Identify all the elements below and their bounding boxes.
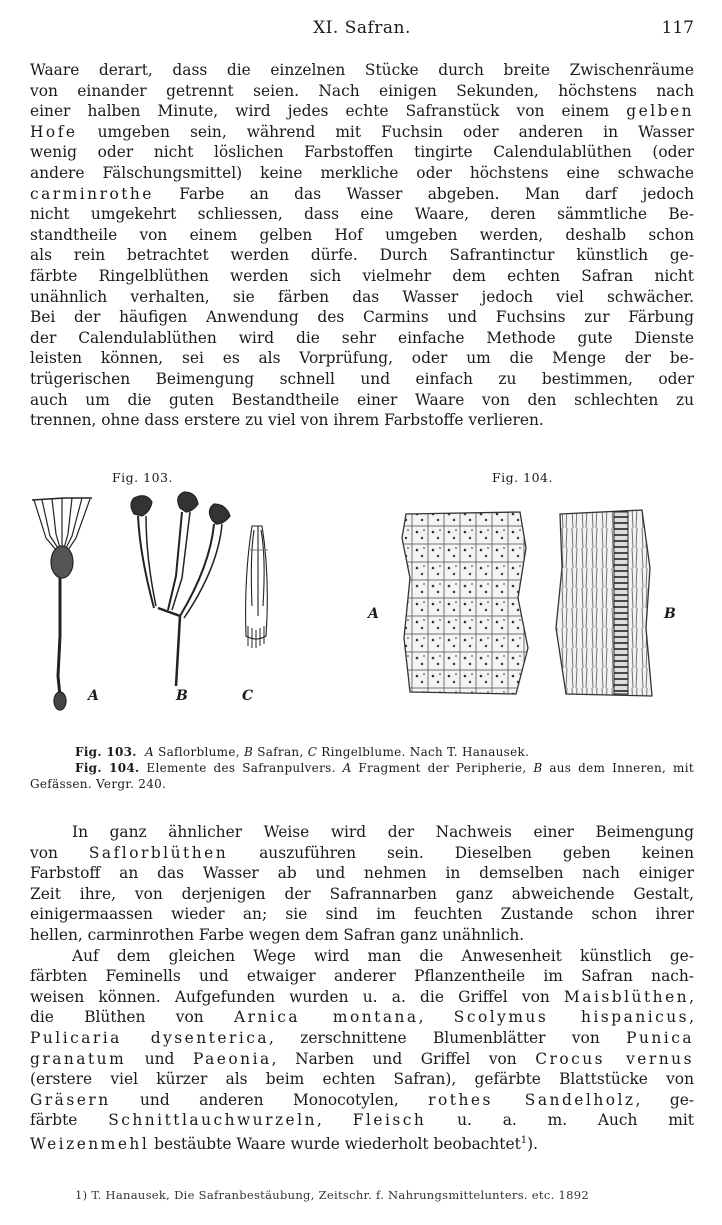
- text-line: Auf dem gleichen Wege wird man die Anwesenheit künstlich ge-: [72, 946, 694, 965]
- text-line: Bei der häufigen Anwendung des Carmins und Fuchsins zur Färbung: [30, 308, 694, 327]
- text-line: die Blüthen von Arnica montana, Scolymus hispanicus,: [30, 1008, 694, 1027]
- text-line: färbten Feminells und etwaiger anderer Pflanzentheile im Safran nach-: [30, 967, 694, 986]
- spaced-emphasis: Weizenmehl: [30, 1135, 150, 1154]
- fig-103-illustration: [30, 486, 280, 716]
- text-line: der Calendulablüthen wird die sehr einfache Methode gute Dienste: [30, 328, 694, 347]
- text-line: einer halben Minute, wird jedes echte Safranstück von einem gelben: [30, 102, 694, 121]
- page-header: [30, 18, 694, 44]
- spaced-emphasis: Punica: [626, 1028, 694, 1047]
- paragraph-adulterants: [30, 822, 694, 1155]
- spaced-emphasis: Fleisch: [352, 1111, 427, 1130]
- spaced-emphasis: Hofe: [30, 122, 78, 141]
- caption-fig-104: Fig. 104. Elemente des Safranpulvers. A Fragment der Peripherie, B aus dem Inneren, mit Gefässen. Vergr. 240.: [30, 761, 694, 791]
- text-line: färbte Ringelblüthen werden sich vielmehr dem echten Safran nicht: [30, 266, 694, 285]
- footnote: 1) T. Hanausek, Die Safranbestäubung, Zeitschr. f. Nahrungsmittelunters. etc. 1892: [75, 1188, 589, 1202]
- spaced-emphasis: Crocus vernus: [535, 1049, 694, 1068]
- caption-fig-103: Fig. 103. A Saflorblume, B Safran, C Ringelblume. Nach T. Hanausek.: [75, 745, 530, 759]
- fig-104-illustration: [380, 508, 670, 698]
- spaced-emphasis: Scolymus hispanicus: [453, 1008, 690, 1027]
- text-line: Zeit ihre, von derjenigen der Safrannarben ganz abweichende Gestalt,: [30, 884, 694, 903]
- text-line: (erstere viel kürzer als beim echten Safran), gefärbte Blattstücke von: [30, 1070, 694, 1089]
- text-line: hellen, carminrothen Farbe wegen dem Safran ganz unähnlich.: [30, 925, 525, 944]
- fig-104-letter-b: B: [664, 606, 676, 622]
- fig-104-label: Fig. 104.: [492, 470, 553, 485]
- text-line: auch um die guten Bestandtheile einer Waare von den schlechten zu: [30, 390, 694, 409]
- fig-104-fragment-b: [556, 510, 652, 696]
- text-line: als rein betrachtet werden dürfe. Durch Safrantinctur künstlich ge-: [30, 246, 694, 265]
- page-number: 117: [661, 18, 694, 38]
- text-line: von einander getrennt seien. Nach einigen Sekunden, höchstens nach: [30, 81, 694, 100]
- figures-area: [30, 466, 694, 741]
- spaced-emphasis: Gräsern: [30, 1090, 111, 1109]
- spaced-emphasis: gelben: [626, 102, 694, 121]
- text-line: einigermaassen wieder an; sie sind im feuchten Zustande schon ihrer: [30, 905, 694, 924]
- spaced-emphasis: Schnittlauchwurzeln: [108, 1111, 318, 1130]
- text-line: Gräsern und anderen Monocotylen, rothes Sandelholz, ge-: [30, 1090, 695, 1109]
- text-line: Farbstoff an das Wasser ab und nehmen in demselben nach einiger: [30, 864, 694, 883]
- spaced-emphasis: granatum: [30, 1049, 127, 1068]
- spaced-emphasis: Saflorblüthen: [88, 843, 229, 862]
- text-line: trügerischen Beimengung schnell und einfach zu bestimmen, oder: [30, 369, 694, 388]
- text-line: In ganz ähnlicher Weise wird der Nachweis einer Beimengung: [72, 823, 694, 841]
- text-line: standtheile von einem gelben Hof umgeben werden, deshalb schon: [30, 225, 694, 244]
- spaced-emphasis: rothes Sandelholz: [428, 1090, 636, 1109]
- text-line: Pulicaria dysenterica, zerschnittene Blumenblätter von Punica: [30, 1028, 694, 1047]
- text-line: von Saflorblüthen auszuführen sein. Dieselben geben keinen: [30, 843, 694, 862]
- spaced-emphasis: Maisblüthen: [564, 987, 690, 1006]
- text-line: trennen, ohne dass erstere zu viel von ihrem Farbstoffe verlieren.: [30, 411, 544, 430]
- text-line: Waare derart, dass die einzelnen Stücke durch breite Zwischenräume: [30, 61, 694, 79]
- fig-104-fragment-a: [402, 512, 528, 694]
- footnote-ref: 1: [520, 1134, 528, 1146]
- text-line: weisen können. Aufgefunden wurden u. a. die Griffel von Maisblüthen,: [30, 987, 694, 1006]
- spaced-emphasis: Arnica montana: [233, 1008, 419, 1027]
- fig-103-label: Fig. 103.: [112, 470, 173, 485]
- safflower-drawing: [32, 498, 92, 710]
- spaced-emphasis: carminrothe: [30, 184, 154, 203]
- text-line: carminrothe Farbe an das Wasser abgeben. Man darf jedoch: [30, 184, 694, 203]
- text-line: färbte Schnittlauchwurzeln, Fleisch u. a. m. Auch mit: [30, 1111, 694, 1130]
- spaced-emphasis: Pulicaria dysenterica: [30, 1028, 270, 1047]
- text-line: Weizenmehl bestäubte Waare wurde wiederholt beobachtet$^1$).: [30, 1134, 539, 1154]
- text-line: wenig oder nicht löslichen Farbstoffen tingirte Calendulablüthen (oder: [30, 143, 694, 162]
- spaced-emphasis: Paeonia: [192, 1049, 272, 1068]
- figure-captions: [30, 744, 694, 792]
- fig-104-letter-a: A: [368, 606, 379, 622]
- text-line: nicht umgekehrt schliessen, dass eine Waare, deren sämmtliche Be-: [30, 205, 694, 224]
- running-title: XI. Safran.: [313, 18, 411, 38]
- text-line: Hofe umgeben sein, während mit Fuchsin oder anderen in Wasser: [30, 122, 694, 141]
- text-line: granatum und Paeonia, Narben und Griffel von Crocus vernus: [30, 1049, 694, 1068]
- text-line: andere Fälschungsmittel) keine merkliche oder höchstens eine schwache: [30, 163, 694, 182]
- text-line: unähnlich verhalten, sie färben das Wasser jedoch viel schwächer.: [30, 287, 694, 306]
- marigold-drawing: [246, 526, 268, 648]
- saffron-drawing: [131, 492, 230, 686]
- fig-103-letter-b: B: [176, 688, 188, 704]
- fig-103-letter-c: C: [242, 688, 254, 704]
- text-line: leisten können, sei es als Vorprüfung, oder um die Menge der be-: [30, 349, 694, 368]
- fig-103-letter-a: A: [88, 688, 99, 704]
- paragraph-dye-test: [30, 60, 694, 431]
